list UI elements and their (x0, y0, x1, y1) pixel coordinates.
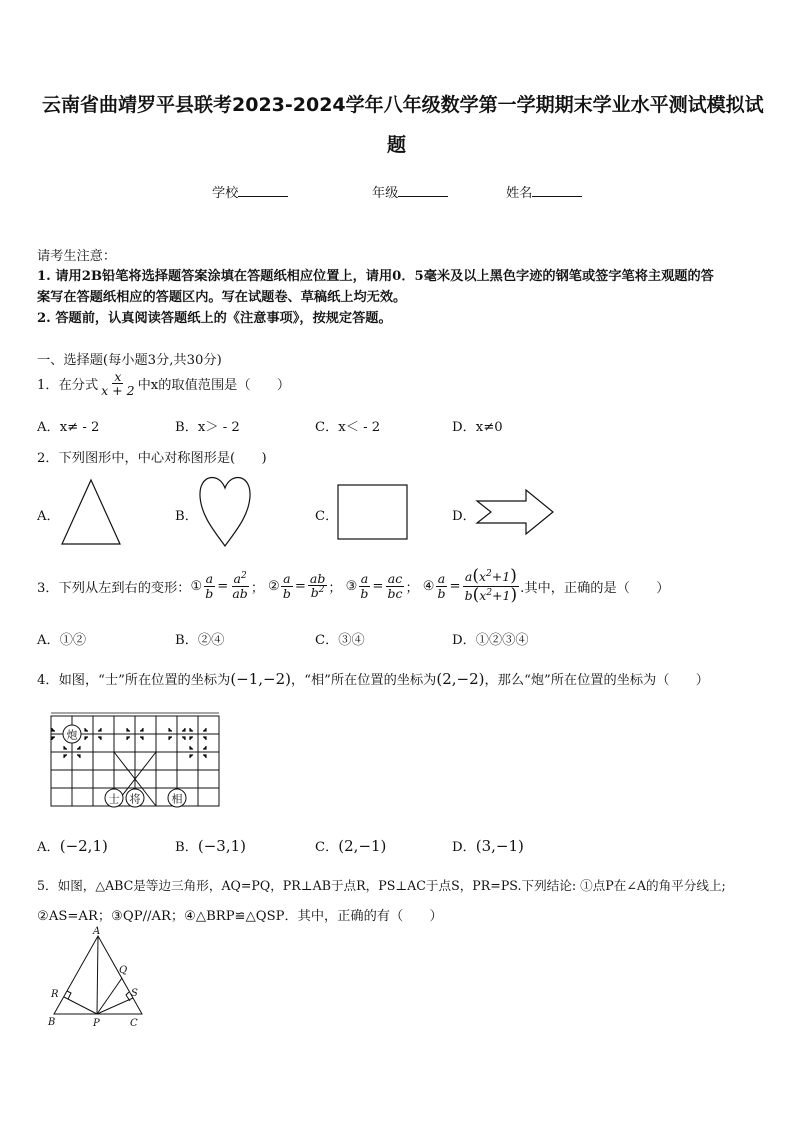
notice-item2: 2. 答题前，认真阅读答题纸上的《注意事项》，按规定答题。 (37, 311, 392, 326)
q4-option-c[interactable]: C．(2,−1) (315, 837, 387, 855)
q1-frac-num: x (114, 369, 122, 384)
q4-part3: ，那么“炮”所在位置的坐标为（ ） (484, 673, 709, 688)
triangle-figure (40, 922, 160, 1032)
piece-xiang-label: 相 (171, 792, 183, 806)
rectangle-shape[interactable] (337, 484, 409, 542)
q3-option-c[interactable]: C．③④ (315, 633, 365, 648)
piece-jiang (126, 789, 144, 807)
q2-label-c[interactable]: C． (315, 509, 339, 524)
q1-fraction (99, 370, 136, 397)
q1-frac-den: x + 2 (101, 383, 135, 399)
q1-option-b[interactable]: B．x＞ - 2 (175, 420, 240, 435)
q3-eq2-left: $\frac{a}{b}$ (282, 571, 291, 601)
q1-option-c[interactable]: C．x＜ - 2 (315, 420, 381, 435)
q3-option-d[interactable]: D．①②③④ (452, 633, 529, 648)
piece-shi-label: 士 (108, 792, 120, 806)
label-B: B (48, 1017, 56, 1028)
q3-eq1-left: $\frac{a}{b}$ (205, 571, 214, 601)
q4-stem (37, 669, 709, 688)
q3-option-a[interactable]: A．①② (37, 633, 87, 648)
piece-xiang (168, 789, 186, 807)
q3-eq2-right: $\frac{ab}{b^2}$ (309, 571, 326, 601)
name-label: 姓名 (506, 186, 533, 201)
name-blank[interactable] (532, 184, 582, 197)
q3-stem: 3．下列从左到右的变形： ① $\frac{a}{b}$ = $\frac{a^2}{ab}$ ； ② $\frac{a}{b}$ = $\frac{ab}{b^2}$ ； ③ $\frac{a}{b}$ = $\frac{ac}{bc}$ ； ④ $\frac{a}{b}$ = $\frac{a(x^2+1)}{b(x^2+1)}$ .其中，正确的是（ ） (37, 565, 670, 605)
q3-option-b[interactable]: B．②④ (175, 633, 225, 648)
piece-shi (105, 789, 123, 807)
q1-stem (37, 370, 290, 397)
chessboard-figure (45, 710, 225, 810)
q4-part1: 4．如图，“士”所在位置的坐标为 (37, 673, 231, 688)
q4-coord-shi: (−1,−2) (230, 670, 292, 688)
school-label: 学校 (212, 186, 239, 201)
q4-option-b[interactable]: B．(−3,1) (175, 837, 247, 855)
q3-mark1: ① (190, 578, 203, 594)
q4-option-d[interactable]: D．(3,−1) (452, 837, 524, 855)
q4-option-a[interactable]: A．(−2,1) (37, 837, 108, 855)
q1-option-a[interactable]: A．x≠ - 2 (37, 420, 100, 435)
notice-item1-line2: 案写在答题纸相应的答题区内。写在试题卷、草稿纸上均无效。 (37, 290, 407, 305)
grade-field[interactable] (372, 182, 448, 201)
q3-suffix: .其中，正确的是（ ） (520, 580, 670, 596)
piece-jiang-label: 将 (129, 792, 141, 806)
q3-eq3-left: $\frac{a}{b}$ (360, 571, 369, 601)
q3-eq4-left: $\frac{a}{b}$ (437, 571, 446, 601)
q1-option-d[interactable]: D．x≠0 (452, 420, 503, 435)
q2-label-a[interactable]: A． (37, 509, 60, 524)
grade-label: 年级 (372, 186, 399, 201)
label-P: P (93, 1018, 100, 1029)
arrow-shape[interactable] (475, 488, 557, 536)
triangle-shape[interactable] (60, 478, 122, 548)
label-C: C (130, 1018, 138, 1029)
section1-heading: 一、选择题(每小题3分,共30分) (37, 353, 222, 368)
q2-label-d[interactable]: D． (452, 509, 476, 524)
q3-eq3-right: $\frac{ac}{bc}$ (387, 571, 403, 601)
exam-title-line1: 云南省曲靖罗平县联考2023-2024学年八年级数学第一学期期末学业水平测试模拟试 (42, 94, 764, 116)
q4-coord-xiang: (2,−2) (436, 670, 485, 688)
piece-pao-label: 炮 (66, 728, 78, 742)
q2-stem: 2．下列图形中，中心对称图形是( ) (37, 451, 267, 466)
school-blank[interactable] (238, 184, 288, 197)
notice-item1-line1: 1. 请用2B铅笔将选择题答案涂填在答题纸相应位置上，请用0．5毫米及以上黑色字迹的钢笔或签字笔将主观题的答 (37, 269, 714, 284)
q1-prefix: 1．在分式 (37, 378, 99, 394)
q4-part2: ，“相”所在位置的坐标为 (291, 673, 437, 688)
grade-blank[interactable] (398, 184, 448, 197)
q3-mark3: ③ (345, 578, 358, 594)
notice-heading: 请考生注意： (37, 249, 117, 264)
label-Q: Q (119, 965, 128, 976)
q3-eq4-right: $\frac{a(x^2+1)}{b(x^2+1)}$ (464, 565, 518, 605)
school-field[interactable] (212, 182, 288, 201)
label-S: S (131, 988, 138, 999)
q3-eq1-right: $\frac{a^2}{ab}$ (232, 571, 248, 601)
q5-line1: 5．如图，△ABC是等边三角形，AQ=PQ，PR⊥AB于点R，PS⊥AC于点S，PR=PS.下列结论: ①点P在∠A的角平分线上; (37, 878, 726, 893)
q3-prefix: 3．下列从左到右的变形： (37, 580, 191, 596)
q5-line2: ②AS=AR；③QP//AR；④△BRP≌△QSP．其中，正确的有（ ） (37, 909, 443, 924)
exam-title-line2: 题 (387, 134, 407, 156)
q1-suffix: 中x的取值范围是（ ） (137, 378, 291, 394)
q3-mark2: ② (268, 578, 280, 594)
q2-label-b[interactable]: B． (175, 509, 198, 524)
label-R: R (51, 989, 59, 1000)
name-field[interactable] (506, 182, 582, 201)
label-A: A (93, 926, 101, 937)
heart-shape[interactable] (197, 470, 253, 550)
piece-pao (63, 725, 81, 743)
q3-mark4: ④ (422, 578, 435, 594)
